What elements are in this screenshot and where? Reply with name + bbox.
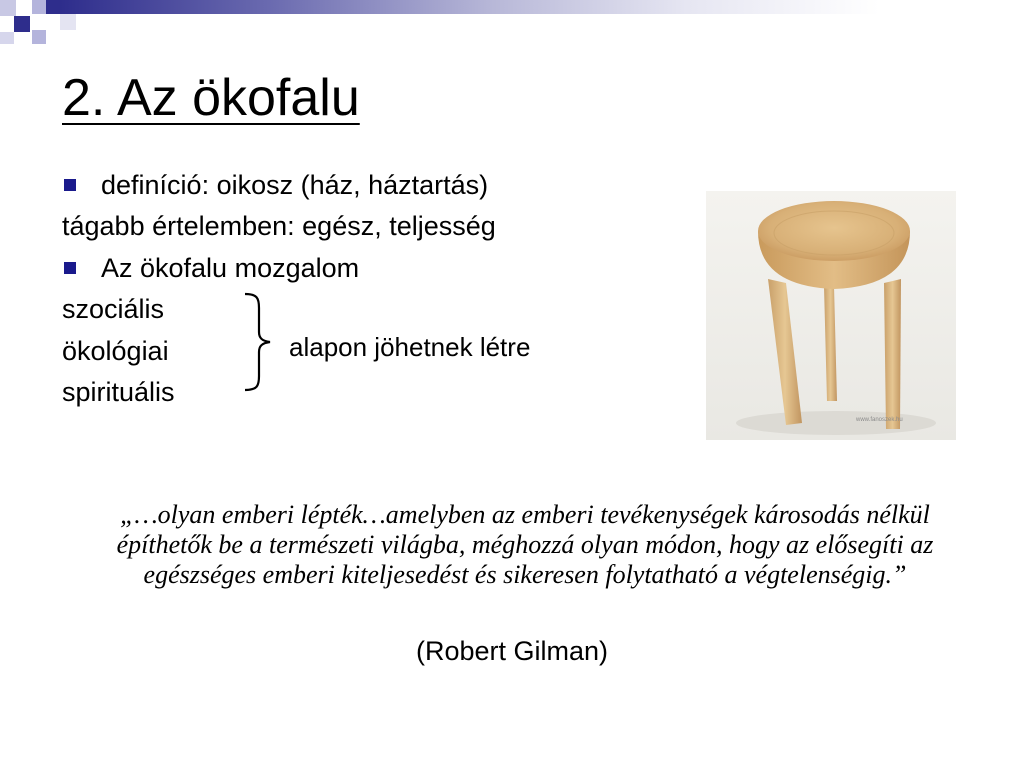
- right-brace-icon: [243, 292, 273, 392]
- deco-square: [60, 14, 76, 30]
- list-item-spiritual: spirituális: [62, 377, 175, 407]
- movement-bullet: Az ökofalu mozgalom: [101, 253, 360, 283]
- header-gradient-bar: [60, 0, 1024, 14]
- brace-label: alapon jöhetnek létre: [289, 332, 531, 362]
- deco-square: [46, 0, 60, 14]
- square-bullet-icon: [64, 179, 76, 191]
- list-item-social: szociális: [62, 294, 165, 324]
- definition-bullet: definíció: oikosz (ház, háztartás): [101, 170, 489, 200]
- stool-image: [706, 191, 956, 440]
- quote-text: „…olyan emberi lépték…amelyben az emberi tevékenységek károsodás nélkül építhetők be a természeti világba, méghozzá olyan módon, hogy az elősegíti az egészséges emberi kiteljesedést és sikeresen folytatható a végtelenségig.”: [116, 500, 934, 589]
- deco-square: [0, 32, 14, 44]
- slide-title: 2. Az ökofalu: [62, 69, 360, 127]
- definition-extended: tágabb értelemben: egész, teljesség: [62, 211, 496, 241]
- square-bullet-icon: [64, 262, 76, 274]
- deco-square: [32, 30, 46, 44]
- header-decoration: [0, 0, 1024, 44]
- deco-square: [14, 16, 30, 32]
- deco-square: [32, 0, 46, 14]
- quote-author: (Robert Gilman): [415, 636, 609, 666]
- deco-square: [16, 0, 32, 16]
- list-item-ecological: ökológiai: [62, 336, 169, 366]
- image-watermark: www.fanoszek.hu: [856, 417, 903, 423]
- deco-square: [0, 0, 16, 16]
